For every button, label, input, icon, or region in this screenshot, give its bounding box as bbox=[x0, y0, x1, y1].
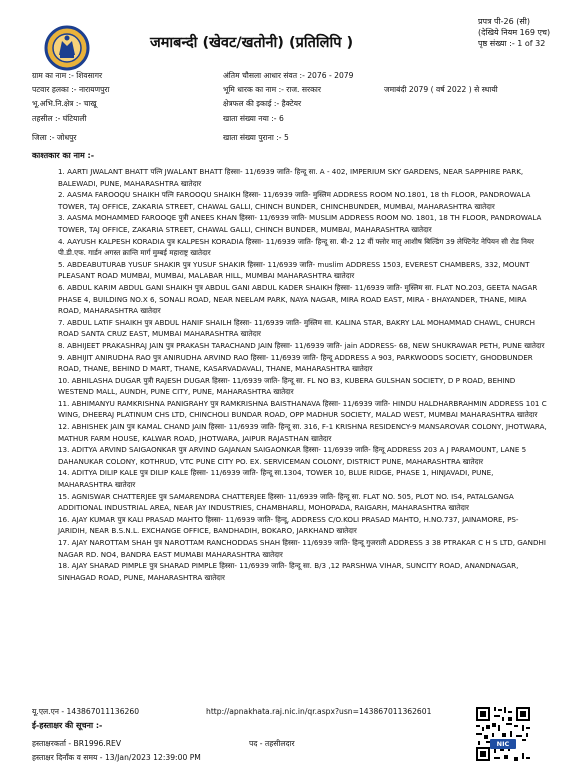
signer-post: पद - तहसीलदार bbox=[249, 739, 295, 748]
list-item: 16. AJAY KUMAR पुत्र KALI PRASAD MAHTO हिस्सा- 11/6939 जाति- हिन्दू, ADDRESS C/O.KOLI PRASAD MAHTO, H.NO.737, JAINAMORE, PS-JARIDIH, NEAR B.S.N.L. EXCHANGE OFFICE, BANDHADIH, BOKARO, JARKHAND खातेदार bbox=[58, 514, 519, 536]
patwar-circle: पटवार हलका :- नारायणपुरा bbox=[32, 85, 110, 94]
jamabandi-year: जमाबंदी 2079 ( वर्ष 2022 ) से स्थायी bbox=[384, 85, 498, 94]
list-item: 2. AASMA FAROOQU SHAIKH पत्नि FAROOQU SHAIKH हिस्सा- 11/6939 जाति- मुस्लिम ADDRESS ROOM NO.1801, 18 th FLOOR, PANDROWALA TOWER, TAJ OFFICE, ZAKARIA STREET, CHAWAL GALLI, CHINCH BUNDER, CHINCHBUNDER, MUMBAI, MAHARASHTRA खातेदार bbox=[58, 190, 531, 211]
list-item: 1. AARTI JWALANT BHATT पत्नि JWALANT BHATT हिस्सा- 11/6939 जाति- हिन्दू सा. A - 402, IMPERIUM SKY GARDENS, NEAR SAPPHIRE PARK, BALEWADI, PUNE, MAHARASHTRA खातेदार bbox=[58, 167, 524, 188]
list-item: 12. ABHISHEK JAIN पुत्र KAMAL CHAND JAIN हिस्सा- 11/6939 जाति- हिन्दू सा. 316, F-1 KRISHNA RESIDENCY-9 MANSAROVAR COLONY, JHOTWARA, MATHUR FARM HOUSE, KALWAR ROAD, JHOTWARA, JAIPUR RAJASTHAN खातेदार bbox=[58, 422, 547, 443]
rajasthan-emblem-icon bbox=[44, 24, 90, 72]
list-item: 17. AJAY NAROTTAM SHAH पुत्र NAROTTAM RANCHODDAS SHAH हिस्सा- 11/6939 जाति- हिन्दू गुजराती ADDRESS 3 38 PTRAKAR C H S LTD, GANDHI NAGAR RD. NO4, BANDRA EAST MUMABI MAHARASHTRA खातेदार bbox=[58, 538, 546, 559]
list-item: 13. ADITYA ARVIND SAIGAONKAR पुत्र ARVIND GAJANAN SAIGAONKAR हिस्सा- 11/6939 जाति- हिन्दू ADDRESS 203 A J PARAMOUNT, LANE 5 DAHANUKAR COLONY, KOTHRUD, VTC PUNE CITY PO. EX. SERVICEMAN COLONY, DISTRICT PUNE, MAHARASHTRA खातेदार bbox=[58, 445, 527, 466]
document-title: जमाबन्दी (खेवट/खतोनी) (प्रतिलिपि ) bbox=[150, 35, 354, 51]
area-unit: क्षेत्रफल की इकाई :- हैक्टेयर bbox=[223, 99, 302, 108]
owner-list bbox=[58, 166, 548, 583]
form-number: प्रपत्र पी-26 (सी) bbox=[478, 17, 531, 26]
nic-badge: NIC bbox=[490, 739, 516, 749]
list-item: 11. ABHIMANYU RAMKRISHNA PANIGRAHY पुत्र RAMKRISHNA BAISTHANAVA हिस्सा- 11/6939 जाति- HINDU HALDHARBRAHMIN ADDRESS 101 C WING, DHEERAJ PLATINUM CHS LTD, CHINCHOLI BUNDAR ROAD, OPP MADHUR SOCIETY, MALAD WEST, MUMBAI MAHARASHTRA खातेदार bbox=[58, 398, 547, 420]
list-item: 7. ABDUL LATIF SHAIKH पुत्र ABDUL HANIF SHAILH हिस्सा- 11/6939 जाति- मुस्लिम सा. KALINA STAR, BAKRY LAL MOHAMMAD CHAWL, CHURCH ROAD SANTA CRUZ EAST, MUMBAI MAHARASHTRA खातेदार bbox=[58, 317, 535, 339]
uln-number: यू.एल.एन - 143867011136260 bbox=[32, 707, 140, 716]
list-item: 18. AJAY SHARAD PIMPLE पुत्र SHARAD PIMPLE हिस्सा- 11/6939 जाति- हिन्दू सा. B/3 ,12 PARSHWA VIHAR, SUNCITY ROAD, ANANDNAGAR, SINHAGAD ROAD, PUNE, MAHARASHTRA खातेदार bbox=[58, 561, 519, 582]
owners-heading: काश्तकार का नाम :- bbox=[32, 151, 95, 160]
form-reference bbox=[478, 16, 550, 49]
page-number: पृष्ठ संख्या :- 1 of 32 bbox=[478, 39, 546, 48]
signature-datetime: हस्ताक्षर दिनाँक व समय - 13/Jan/2023 12:39:00 PM bbox=[32, 753, 201, 762]
list-item: 15. AGNISWAR CHATTERJEE पुत्र SAMARENDRA CHATTERJEE हिस्सा- 11/6939 जाति- हिन्दू सा. FLAT NO. 505, PLOT NO. IS4, PATALGANGA ADDITIONAL INDUSTRIAL AREA, NEAR JAY INDUSTRIES, CHAMBHARLI, MOHOPADA, RAIGARH, MAHARASHTRA खातेदार bbox=[58, 491, 514, 513]
esign-heading: ई-हस्ताक्षर की सूचना :- bbox=[32, 721, 103, 730]
district: जिला :- जोधपुर bbox=[32, 133, 77, 142]
land-record-area: भू.अभि.नि.क्षेत्र :- चाखू bbox=[32, 99, 97, 108]
tehsil: तहसील :- घंटियाली bbox=[32, 114, 87, 123]
list-item: 4. AAYUSH KALPESH KORADIA पुत्र KALPESH KORADIA हिस्सा- 11/6939 जाति- हिन्दू सा. बी-2 12 वीं फ्लोर मातृ आशीष बिल्डिंग 39 लेफ्टिनेंट नेपियन सी रोड नियर पी.डी.एफ. गार्डन अगस्त क्रान्ति मार्ग मुम्बई महाराष्ट्र खातेदार bbox=[58, 236, 534, 258]
list-item: 6. ABDUL KARIM ABDUL GANI SHAIKH पुत्र ABDUL GANI ABDUL KADER SHAIKH हिस्सा- 11/6939 जाति- मुस्लिम सा. FLAT NO.203, GEETA NAGAR PHASE 4, BUILDING NO.X 6, SONALI ROAD, NEAR NEELAM PARK, NAYA NAGAR, MIRA ROAD EAST, MIRA - BHAYANDER, THANE, MIRA ROAD, MAHARASHTRA खातेदार bbox=[58, 282, 538, 316]
list-item: 5. ABDEABUTURAB YUSUF SHAKIR पुत्र YUSUF SHAKIR हिस्सा- 11/6939 जाति- muslim ADDRESS 1503, EVEREST CHAMBERS, 332, MOUNT PLEASANT ROAD MUMBAI, MUMBAI, MALABAR HILL, MUMBAI MAHARASHTRA खातेदार bbox=[58, 259, 530, 281]
land-holder: भूमि धारक का नाम :- राज. सरकार bbox=[223, 85, 321, 94]
list-item: 8. ABHIJEET PRAKASHRAJ JAIN पुत्र PRAKASH TARACHAND JAIN हिस्सा- 11/6939 जाति- jain ADDRESS- 68, NEW SHUKRAWAR PETH, PUNE खातेदार bbox=[58, 340, 545, 350]
khata-number-new: खाता संख्या नया :- 6 bbox=[223, 114, 284, 123]
list-item: 3. AASMA MOHAMMED FAROOQE पुत्री ANEES KHAN हिस्सा- 11/6939 जाति- MUSLIM ADDRESS ROOM NO. 1801, 18 TH FLOOR, PANDROWALA TOWER, TAJ OFFICE, ZAKARIA STREET, CHAWAL GALLI, CHINCH BUNDER, MUMBAI, MAHARASHTRA खातेदार bbox=[58, 213, 542, 234]
verification-link[interactable]: http://apnakhata.raj.nic.in/qr.aspx?usn=143867011362601 bbox=[206, 707, 432, 716]
last-settlement: अंतिम चौसला आधार संवत :- 2076 - 2079 bbox=[223, 71, 354, 80]
qr-code-icon bbox=[474, 705, 532, 763]
list-item: 9. ABHIJIT ANIRUDHA RAO पुत्र ANIRUDHA ARVIND RAO हिस्सा- 11/6939 जाति- हिन्दू ADDRESS A 903, PARKWOODS SOCIETY, GHODBUNDER ROAD, THANE, BEHIND D MART, THANE, KASARVADAVALI, THANE, MAHARASHTRA खातेदार bbox=[58, 352, 533, 374]
khata-number-old: खाता संख्या पुराना :- 5 bbox=[223, 133, 289, 142]
rule-reference: (देखिये नियम 169 एच) bbox=[478, 28, 551, 37]
signer-name: हस्ताक्षरकर्ता - BR1996.REV bbox=[32, 739, 122, 748]
list-item: 10. ABHILASHA DUGAR पुत्री RAJESH DUGAR हिस्सा- 11/6939 जाति- हिन्दू सा. FL NO B3, KUBERA GULSHAN SOCIETY, D P ROAD, BEHIND WESTEND MALL, AUNDH, PUNE CITY, PUNE, MAHARASHTRA खातेदार bbox=[58, 375, 516, 397]
list-item: 14. ADITYA DILIP KALE पुत्र DILIP KALE हिस्सा- 11/6939 जाति- हिन्दू सा.1304, TOWER 10, BLUE RIDGE, PHASE 1, HINJAVADI, PUNE, MAHARASHTRA खातेदार bbox=[58, 468, 494, 490]
village-name: ग्राम का नाम :- शिवसागर bbox=[32, 71, 103, 80]
